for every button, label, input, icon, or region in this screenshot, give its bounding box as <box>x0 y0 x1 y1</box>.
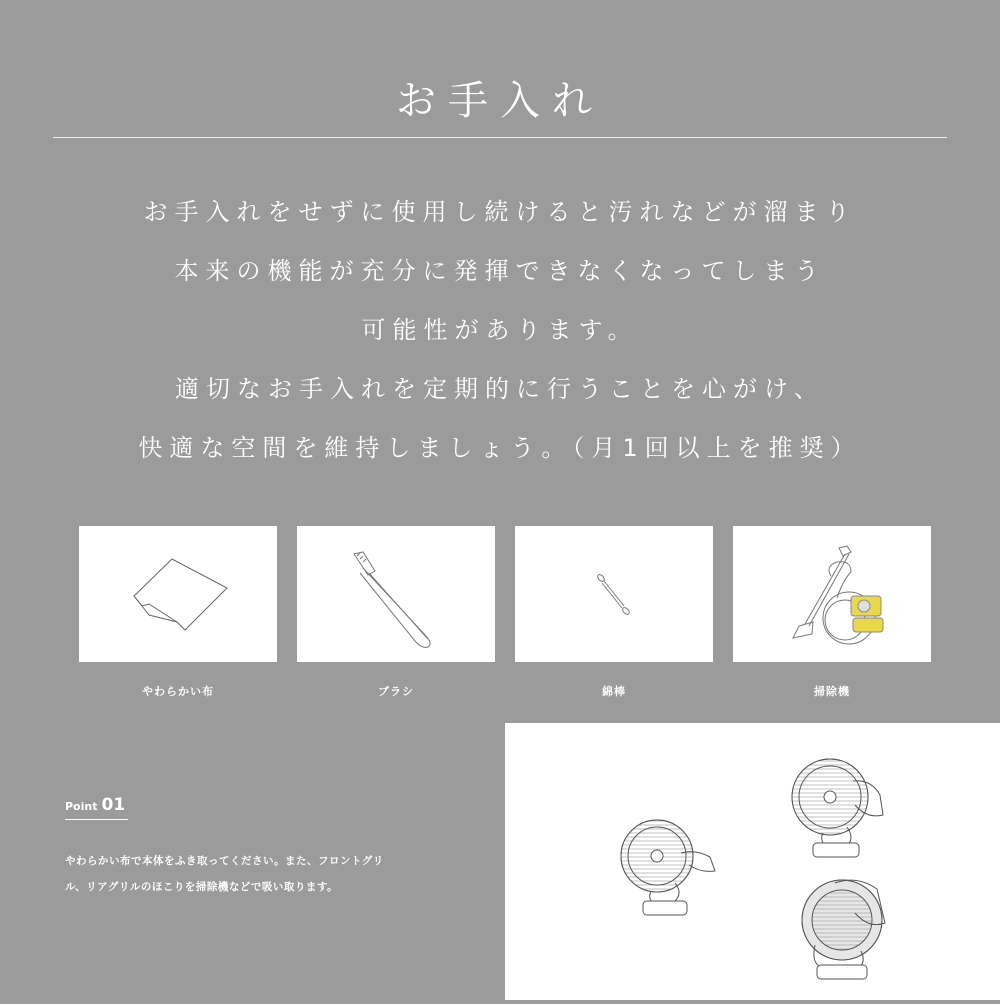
tool-card-vacuum <box>733 526 931 662</box>
point-line: ル、リアグリルのほこりを掃除機などで吸い取ります。 <box>65 881 339 893</box>
tool-label: やわらかい布 <box>142 685 214 698</box>
intro-line: 本来の機能が充分に発揮できなくなってしまう <box>174 257 826 285</box>
point-word: Point <box>65 800 98 813</box>
tool-card-brush <box>297 526 495 662</box>
point-number: 01 <box>101 795 126 815</box>
intro-text <box>0 183 1000 478</box>
intro-line: お手入れをせずに使用し続けると汚れなどが溜まり <box>143 198 857 226</box>
intro-line: 適切なお手入れを定期的に行うことを心がけ、 <box>174 375 826 403</box>
intro-line: 可能性があります。 <box>361 316 639 344</box>
tool-card-swab <box>515 526 713 662</box>
intro-line: 快適な空間を維持しましょう。（月1回以上を推奨） <box>138 434 862 462</box>
point-description <box>65 848 460 900</box>
title-divider <box>53 137 947 138</box>
tool-label: 綿棒 <box>602 685 626 698</box>
brush-icon <box>297 526 495 662</box>
cotton-swab-icon <box>515 526 713 662</box>
vacuum-cleaner-icon <box>733 526 931 662</box>
tool-card-cloth <box>79 526 277 662</box>
fan-cleaning-icon <box>505 723 1000 1000</box>
tool-label: 掃除機 <box>814 685 850 698</box>
page-title: お手入れ <box>396 77 604 124</box>
tool-label: ブラシ <box>378 685 414 698</box>
point-line: やわらかい布で本体をふき取ってください。また、フロントグリ <box>65 855 384 867</box>
soft-cloth-icon <box>79 526 277 662</box>
fan-cleaning-illustration <box>505 723 1000 1000</box>
point-heading <box>65 795 128 820</box>
